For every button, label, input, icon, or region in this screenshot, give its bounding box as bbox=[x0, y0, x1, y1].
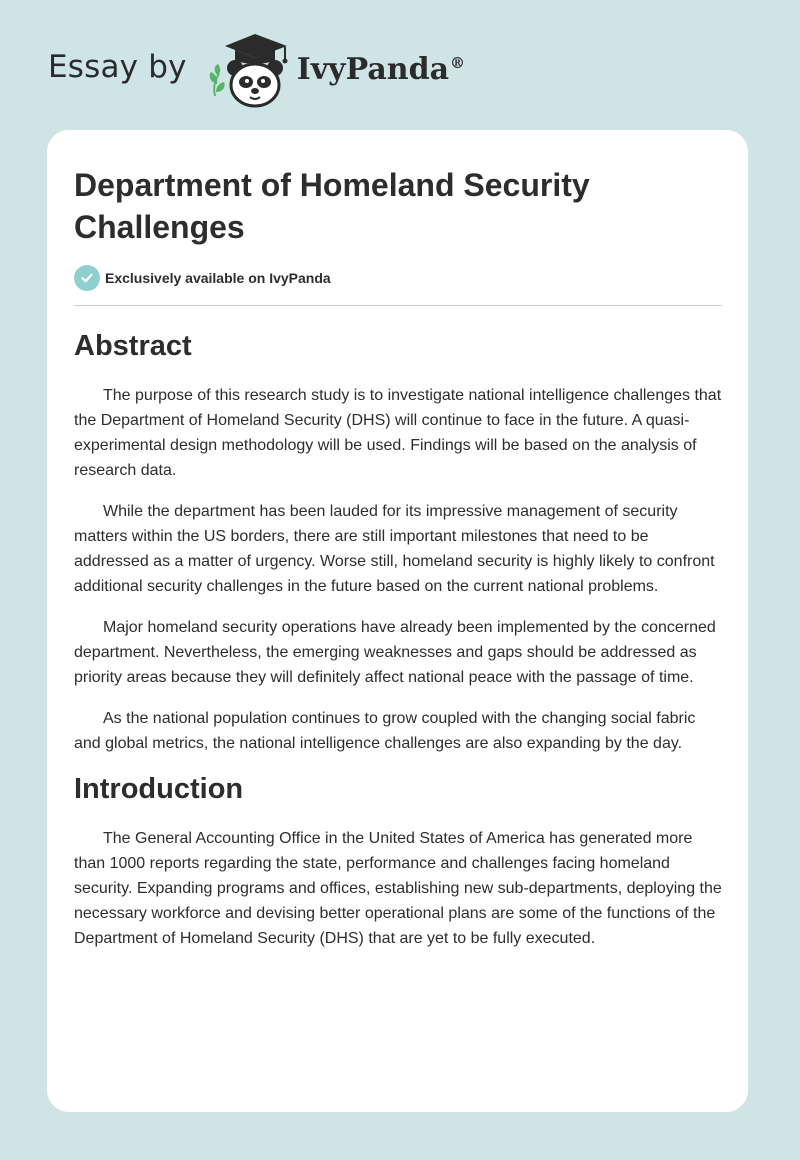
paragraph: While the department has been lauded for its impressive management of security matters within the US borders, there are still important milestones that need to be addressed as a matter of urgency. Worse still, homeland security is highly likely to confront additional security challenges in the future based on the current national problems. bbox=[74, 503, 715, 595]
ivy-leaf-icon bbox=[209, 64, 224, 96]
paragraph: The General Accounting Office in the United States of America has generated more than 1000 reports regarding the state, performance and challenges facing homeland security. Expanding programs and offices, establishing new sub-departments, deploying the necessary workforce and devising better operational plans are some of the functions of the Department of Homeland Security (DHS) that are yet to be fully executed. bbox=[74, 830, 722, 947]
paragraph: The purpose of this research study is to investigate national intelligence challenges that the Department of Homeland Security (DHS) will continue to face in the future. A quasi-experimental design methodology will be used. Findings will be based on the analysis of research data. bbox=[74, 387, 722, 479]
brand-name-text: IvyPanda bbox=[296, 51, 450, 87]
exclusive-label: Exclusively available on IvyPanda bbox=[105, 270, 331, 286]
paragraph: Major homeland security operations have already been implemented by the concerned department. Nevertheless, the emerging weaknesses and gaps should be addressed as priority areas because they will definitely affect national peace with the passage of time. bbox=[74, 619, 716, 686]
section-heading-abstract: Abstract bbox=[74, 330, 192, 362]
introduction-section bbox=[74, 771, 722, 951]
page-title: Department of Homeland Security Challenges bbox=[74, 167, 590, 245]
panda-graduate-icon bbox=[201, 30, 297, 110]
essay-card bbox=[47, 130, 748, 1112]
exclusive-badge bbox=[74, 264, 722, 292]
title-divider bbox=[74, 305, 722, 306]
brand-name bbox=[297, 52, 465, 87]
panda-face-icon bbox=[227, 60, 283, 106]
check-circle-icon bbox=[74, 265, 100, 291]
graduation-cap-icon bbox=[225, 34, 288, 64]
brand-prefix: Essay by bbox=[48, 49, 187, 85]
brand-header bbox=[48, 30, 465, 110]
section-heading-introduction: Introduction bbox=[74, 773, 244, 805]
paragraph: As the national population continues to grow coupled with the changing social fabric and global metrics, the national intelligence challenges are also expanding by the day. bbox=[74, 710, 696, 752]
abstract-section bbox=[74, 328, 722, 756]
registered-mark: ® bbox=[450, 53, 466, 72]
